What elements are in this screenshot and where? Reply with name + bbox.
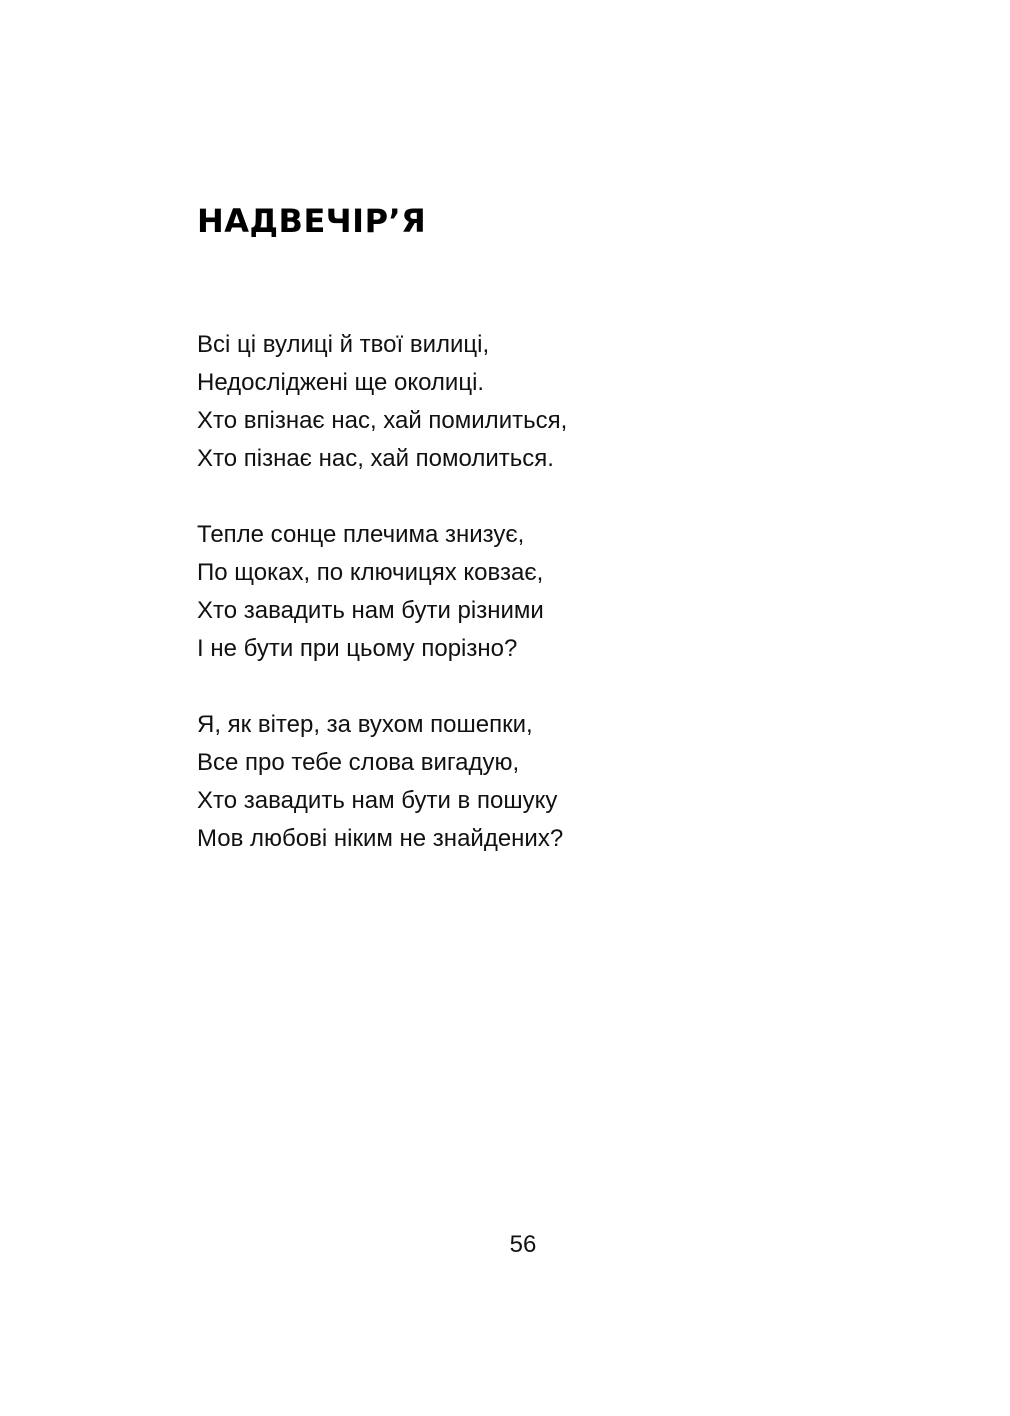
poem-line: Всі ці вулиці й твої вилиці, <box>197 331 490 358</box>
poem-line: Хто впізнає нас, хай помилиться, <box>197 407 568 434</box>
page-number: 56 <box>509 1231 537 1258</box>
poem-line: Все про тебе слова вигадую, <box>197 749 520 776</box>
stanza-2 <box>197 516 817 668</box>
poem-line: Тепле сонце плечима знизує, <box>197 521 525 548</box>
poem-line: По щоках, по ключицях ковзає, <box>197 559 544 586</box>
poem-line: І не бути при цьому порізно? <box>197 635 518 662</box>
poem-line: Мов любові ніким не знайдених? <box>197 825 564 852</box>
poem-line: Я, як вітер, за вухом пошепки, <box>197 711 533 738</box>
poem-body <box>197 326 817 896</box>
poem-line: Хто завадить нам бути в пошуку <box>197 787 558 814</box>
stanza-3 <box>197 706 817 858</box>
poem-line: Хто завадить нам бути різними <box>197 597 544 624</box>
poem-line: Хто пізнає нас, хай помолиться. <box>197 445 554 472</box>
stanza-1 <box>197 326 817 478</box>
poem-line: Недосліджені ще околиці. <box>197 369 485 396</box>
poem-title: НАДВЕЧІР’Я <box>197 202 427 240</box>
